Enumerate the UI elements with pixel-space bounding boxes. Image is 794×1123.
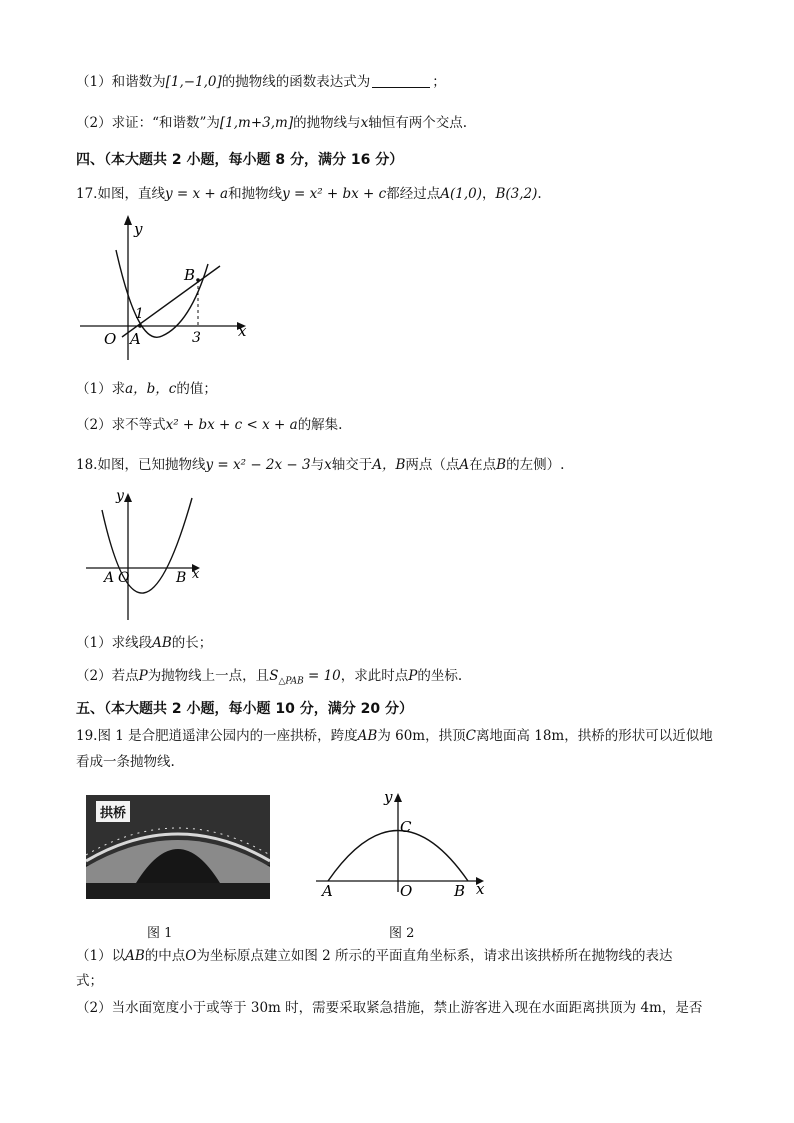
q18-part1: （1）求线段AB的长； (76, 635, 213, 651)
q19-figure (314, 784, 496, 904)
q18-figure (82, 484, 212, 624)
q19-part1: （1）以AB的中点O为坐标原点建立如图 2 所示的平面直角坐标系，请求出该拱桥所在抛物线的表达 (76, 948, 673, 964)
label-c: C (400, 818, 412, 836)
arch-bridge-photo (86, 795, 270, 899)
label-o: O (104, 330, 117, 348)
q18-part2: （2）若点P为抛物线上一点，且$S_{\triangle PAB} = 10$，求此时点P的坐标. (76, 668, 463, 687)
label-y: y (384, 788, 393, 806)
answer-blank[interactable] (372, 73, 430, 88)
q17-figure (76, 212, 256, 362)
point-a (138, 324, 142, 328)
y-axis-arrow-icon (124, 493, 132, 502)
q17-stem: 17.如图，直线y = x + a和抛物线y = x² + bx + c都经过点A(1,0)，B(3,2). (76, 186, 542, 202)
section-5-title: 五、（本大题共 2 小题，每小题 10 分，满分 20 分） (76, 701, 413, 717)
label-b: B (176, 570, 187, 586)
q19-stem-line2: 看成一条抛物线. (76, 754, 175, 770)
q17-part1: （1）求a，b，c的值； (76, 381, 217, 397)
q19-stem: 19.图 1 是合肥逍遥津公园内的一座拱桥，跨度AB为 60m，拱顶C离地面高 18m，拱桥的形状可以近似地 (76, 728, 713, 744)
figure-1-caption: 图 1 (147, 926, 173, 941)
label-x: x (476, 880, 485, 898)
label-y: y (134, 220, 143, 238)
point-b (196, 278, 200, 282)
section-4-title: 四、（本大题共 2 小题，每小题 8 分，满分 16 分） (76, 152, 404, 168)
q19-part1-line2: 式； (76, 973, 103, 989)
q16-part1: （1）和谐数为[1,−1,0]的抛物线的函数表达式为 ； (76, 74, 446, 90)
y-axis-arrow-icon (124, 215, 132, 225)
label-o: O (400, 882, 413, 900)
q18-stem: 18.如图，已知抛物线y = x² − 2x − 3与x轴交于A，B两点（点A在点B的左侧）. (76, 457, 565, 473)
label-o: O (118, 570, 130, 586)
label-b: B (454, 882, 466, 900)
harmonic-number-2: [1,m+3,m] (219, 115, 294, 131)
label-three: 3 (192, 330, 201, 346)
label-x: x (192, 567, 200, 582)
label-a: A (130, 330, 141, 348)
label-b: B (184, 266, 196, 284)
q17-part2: （2）求不等式x² + bx + c < x + a的解集. (76, 417, 343, 433)
q16-part2: （2）求证：“和谐数”为[1,m+3,m]的抛物线与x轴恒有两个交点. (76, 115, 468, 131)
parabola-curve (116, 250, 208, 337)
q19-part2: （2）当水面宽度小于或等于 30m 时，需要采取紧急措施，禁止游客进入现在水面距离拱顶为 4m，是否 (76, 1000, 703, 1016)
label-x: x (238, 322, 247, 340)
figure-2-caption: 图 2 (389, 926, 415, 941)
harmonic-number-1: [1,−1,0] (165, 74, 222, 90)
photo-label: 拱桥 (96, 801, 130, 822)
label-a: A (322, 882, 333, 900)
label-y: y (116, 488, 124, 504)
label-a: A (104, 570, 115, 586)
y-axis-arrow-icon (394, 793, 402, 802)
label-one: 1 (135, 306, 144, 322)
